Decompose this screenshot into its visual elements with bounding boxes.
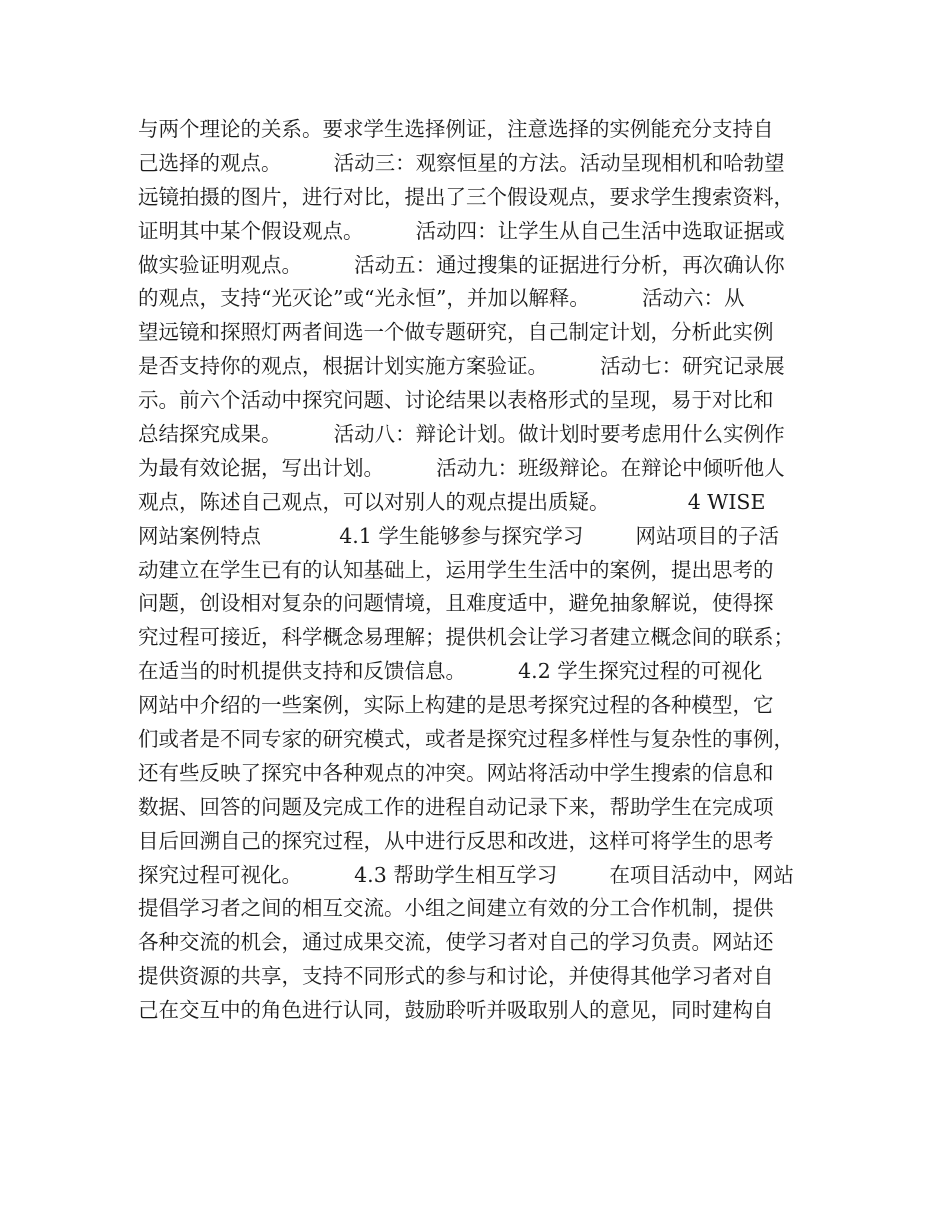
- body-text: [138, 113, 828, 1028]
- text-line: 远镜拍摄的图片，进行对比，提出了三个假设观点，要求学生搜索资料，: [138, 184, 794, 209]
- text-line: 在适当的时机提供支持和反馈信息。 4.2 学生探究过程的可视化: [138, 659, 763, 684]
- text-line: 问题，创设相对复杂的问题情境，且难度适中，避免抽象解说，使得探: [138, 591, 774, 616]
- text-line: 己选择的观点。 活动三：观察恒星的方法。活动呈现相机和哈勃望: [138, 150, 785, 175]
- text-line: 己在交互中的角色进行认同，鼓励聆听并吸取别人的意见，同时建构自: [138, 998, 774, 1023]
- text-line: 做实验证明观点。 活动五：通过搜集的证据进行分析，再次确认你: [138, 252, 785, 277]
- text-line: 们或者是不同专家的研究模式，或者是探究过程多样性与复杂性的事例，: [138, 727, 794, 752]
- text-line: 证明其中某个假设观点。 活动四：让学生从自己生活中选取证据或: [138, 218, 785, 243]
- text-line: 网站中介绍的一些案例，实际上构建的是思考探究过程的各种模型，它: [138, 693, 774, 718]
- text-line: 究过程可接近，科学概念易理解；提供机会让学习者建立概念间的联系；: [138, 625, 794, 650]
- text-line: 各种交流的机会，通过成果交流，使学习者对自己的学习负责。网站还: [138, 930, 774, 955]
- text-line: 总结探究成果。 活动八：辩论计划。做计划时要考虑用什么实例作: [138, 422, 785, 447]
- text-line: 的观点，支持“光灭论”或“光永恒”，并加以解释。 活动六：从: [138, 286, 745, 311]
- text-line: 提倡学习者之间的相互交流。小组之间建立有效的分工合作机制，提供: [138, 896, 774, 921]
- text-line: 是否支持你的观点，根据计划实施方案验证。 活动七：研究记录展: [138, 354, 785, 379]
- text-line: 示。前六个活动中探究问题、讨论结果以表格形式的呈现，易于对比和: [138, 388, 774, 413]
- text-line: 为最有效论据，写出计划。 活动九：班级辩论。在辩论中倾听他人: [138, 455, 785, 480]
- text-line: 探究过程可视化。 4.3 帮助学生相互学习 在项目活动中，网站: [138, 862, 794, 887]
- text-line: 动建立在学生已有的认知基础上，运用学生生活中的案例，提出思考的: [138, 557, 774, 582]
- text-line: 还有些反映了探究中各种观点的冲突。网站将活动中学生搜索的信息和: [138, 760, 774, 785]
- text-line: 与两个理论的关系。要求学生选择例证，注意选择的实例能充分支持自: [138, 117, 774, 141]
- text-line: 网站案例特点 4.1 学生能够参与探究学习 网站项目的子活: [138, 523, 779, 548]
- text-line: 目后回溯自己的探究过程，从中进行反思和改进，这样可将学生的思考: [138, 828, 774, 853]
- text-line: 望远镜和探照灯两者间选一个做专题研究，自己制定计划，分析此实例: [138, 320, 774, 345]
- text-line: 提供资源的共享，支持不同形式的参与和讨论，并使得其他学习者对自: [138, 964, 774, 989]
- text-line: 观点，陈述自己观点，可以对别人的观点提出质疑。 4 WISE: [138, 489, 766, 514]
- text-line: 数据、回答的问题及完成工作的进程自动记录下来，帮助学生在完成项: [138, 794, 774, 819]
